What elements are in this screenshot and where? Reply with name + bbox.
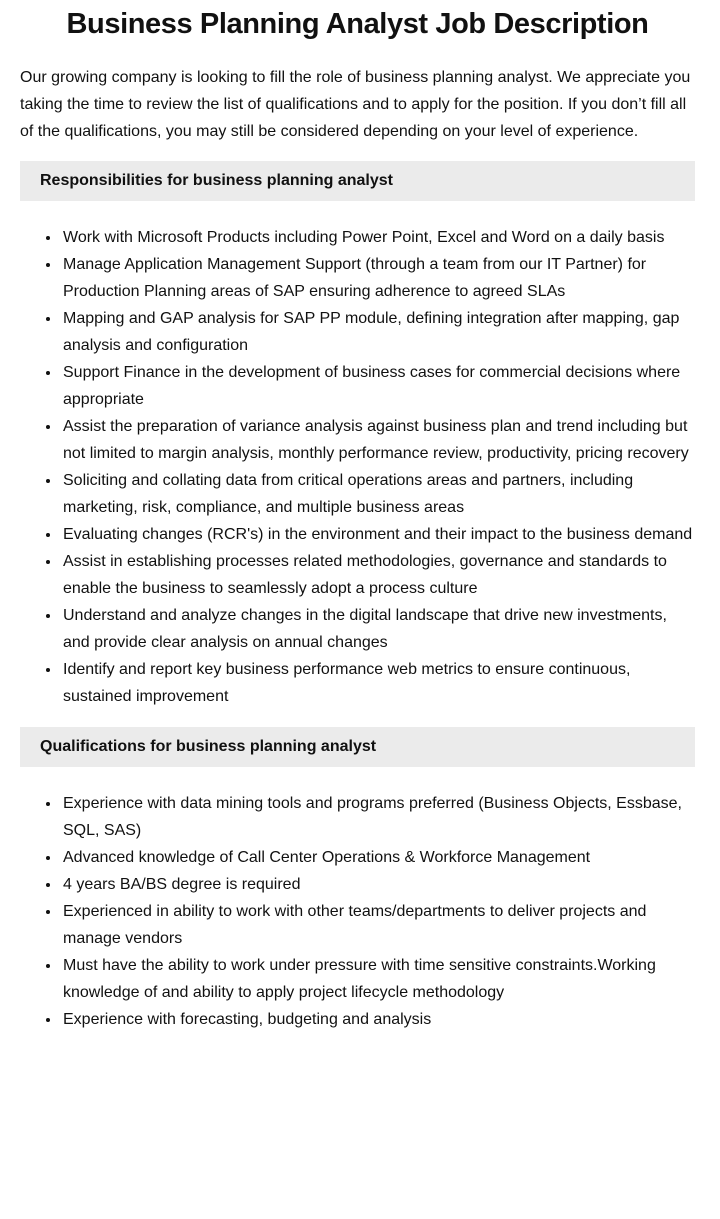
list-item: • Experienced in ability to work with other teams/departments to deliver projects and manage vendors <box>61 898 695 952</box>
list-item: • Experience with forecasting, budgeting and analysis <box>61 1006 695 1033</box>
list-item: • 4 years BA/BS degree is required <box>61 871 695 898</box>
list-item: • Must have the ability to work under pressure with time sensitive constraints.Working knowledge of and ability to apply project lifecycle methodology <box>61 952 695 1006</box>
list-item: • Support Finance in the development of business cases for commercial decisions where appropriate <box>61 359 695 413</box>
list-item: • Understand and analyze changes in the digital landscape that drive new investments, and provide clear analysis on annual changes <box>61 602 695 656</box>
list-item: • Manage Application Management Support (through a team from our IT Partner) for Production Planning areas of SAP ensuring adherence to agreed SLAs <box>61 251 695 305</box>
list-item: • Advanced knowledge of Call Center Operations & Workforce Management <box>61 844 695 871</box>
list-item: • Assist in establishing processes related methodologies, governance and standards to enable the business to seamlessly adopt a process culture <box>61 548 695 602</box>
list-item: • Evaluating changes (RCR's) in the environment and their impact to the business demand <box>61 521 695 548</box>
qualifications-heading-bar <box>20 727 695 767</box>
page-title: Business Planning Analyst Job Description <box>66 8 649 40</box>
qualifications-heading-text: Qualifications for business planning analyst <box>40 738 377 755</box>
list-item: • Mapping and GAP analysis for SAP PP module, defining integration after mapping, gap analysis and configuration <box>61 305 695 359</box>
responsibilities-heading-text: Responsibilities for business planning analyst <box>40 172 393 189</box>
responsibilities-list <box>20 224 695 710</box>
qualifications-list <box>20 790 695 1033</box>
qualifications-section <box>20 727 695 1033</box>
list-item: • Work with Microsoft Products including Power Point, Excel and Word on a daily basis <box>61 224 695 251</box>
list-item: • Soliciting and collating data from critical operations areas and partners, including marketing, risk, compliance, and multiple business areas <box>61 467 695 521</box>
responsibilities-heading-bar <box>20 161 695 201</box>
list-item: • Experience with data mining tools and programs preferred (Business Objects, Essbase, SQL, SAS) <box>61 790 695 844</box>
responsibilities-section <box>20 161 695 710</box>
intro-paragraph: Our growing company is looking to fill the role of business planning analyst. We appreciate you taking the time to review the list of qualifications and to apply for the position. If you don’t fill all of the qualifications, you may still be considered depending on your level of experience. <box>20 69 691 140</box>
list-item: • Identify and report key business performance web metrics to ensure continuous, sustained improvement <box>61 656 695 710</box>
list-item: • Assist the preparation of variance analysis against business plan and trend including but not limited to margin analysis, monthly performance review, productivity, pricing recovery <box>61 413 695 467</box>
